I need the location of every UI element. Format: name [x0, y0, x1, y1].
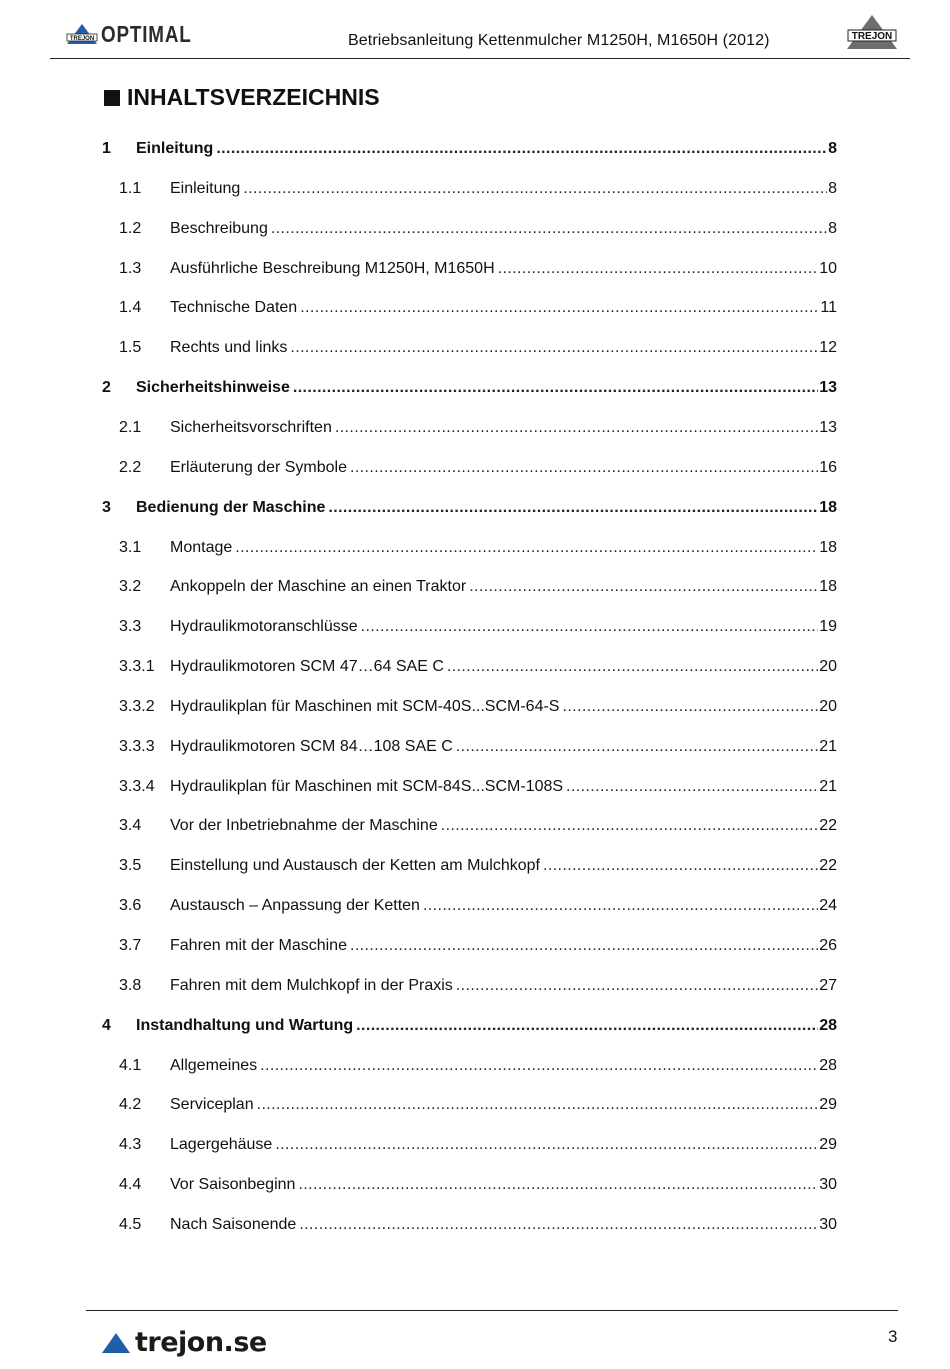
toc-entry[interactable] [0, 688, 950, 728]
toc-entry-number: 2.1 [119, 418, 142, 436]
toc-entry-number: 2 [102, 379, 111, 397]
dot-leader [423, 897, 818, 915]
toc-entry-line [170, 897, 837, 915]
toc-entry-page: 21 [819, 777, 837, 795]
toc-entry-page: 21 [819, 737, 837, 755]
toc-entry-line [170, 778, 837, 796]
toc-entry-page: 8 [828, 140, 837, 157]
toc-entry[interactable] [0, 250, 950, 290]
toc-entry-page: 22 [819, 857, 837, 875]
toc-entry-line [170, 618, 837, 636]
toc-entry-number: 4.2 [119, 1096, 142, 1114]
toc-entry-label: Montage [170, 538, 233, 556]
toc-entry-page: 19 [819, 618, 837, 636]
toc-entry-page: 18 [819, 578, 837, 596]
website-link[interactable]: trejon.se [135, 1327, 267, 1358]
toc-entry[interactable] [0, 648, 950, 688]
toc-entry-page: 16 [819, 458, 837, 476]
toc-entry-label: Bedienung der Maschine [136, 498, 326, 516]
dot-leader [335, 419, 818, 437]
toc-entry-line [170, 459, 837, 477]
toc-entry-page: 29 [819, 1096, 837, 1114]
toc-entry[interactable] [0, 1206, 950, 1246]
toc-entry-number: 3.3.2 [119, 697, 155, 715]
toc-entry-line [170, 299, 837, 317]
dot-leader [260, 1057, 818, 1075]
toc-entry-number: 3.1 [119, 538, 142, 556]
toc-entry[interactable] [0, 887, 950, 927]
toc-entry[interactable] [0, 130, 950, 170]
toc-entry-page: 13 [819, 379, 837, 397]
toc-entry[interactable] [0, 170, 950, 210]
dot-leader [350, 937, 818, 955]
toc-entry-number: 3.3.1 [119, 658, 155, 676]
toc-entry[interactable] [0, 847, 950, 887]
triangle-logo-icon [101, 1332, 131, 1354]
toc-entry-page: 20 [819, 658, 837, 676]
toc-entry[interactable] [0, 927, 950, 967]
toc-entry-line [136, 140, 837, 158]
dot-leader [257, 1096, 819, 1114]
toc-entry[interactable] [0, 409, 950, 449]
toc-entry[interactable] [0, 568, 950, 608]
toc-entry-label: Sicherheitsvorschriften [170, 418, 332, 436]
dot-leader [275, 1136, 818, 1154]
toc-entry-label: Allgemeines [170, 1056, 258, 1074]
toc-entry[interactable] [0, 1126, 950, 1166]
toc-entry-line [136, 379, 837, 397]
toc-entry-page: 24 [819, 897, 837, 915]
toc-entry-label: Nach Saisonende [170, 1215, 297, 1233]
toc-entry[interactable] [0, 608, 950, 648]
toc-entry-number: 3.6 [119, 897, 142, 915]
toc-entry-page: 20 [819, 697, 837, 715]
toc-entry[interactable] [0, 210, 950, 250]
toc-entry-line [170, 857, 837, 875]
dot-leader [235, 539, 818, 557]
toc-entry-number: 3.3.3 [119, 737, 155, 755]
dot-leader [562, 698, 818, 716]
optimal-wordmark: OPTIMAL [101, 20, 192, 47]
toc-entry-line [170, 578, 837, 596]
toc-entry-line [170, 220, 837, 238]
toc-entry-label: Hydraulikmotoren SCM 84…108 SAE C [170, 737, 453, 755]
toc-entry-number: 1.5 [119, 339, 142, 357]
toc-entry-line [170, 1216, 837, 1234]
toc-entry-line [170, 419, 837, 437]
toc-entry-number: 1 [102, 140, 111, 157]
toc-entry-number: 1.2 [119, 219, 142, 237]
dot-leader [300, 299, 819, 317]
toc-entry-label: Hydraulikmotoranschlüsse [170, 618, 358, 636]
toc-entry-page: 8 [828, 219, 837, 237]
toc-entry-number: 4.3 [119, 1136, 142, 1154]
dot-leader [498, 260, 819, 278]
toc-entry[interactable] [0, 1007, 950, 1047]
toc-entry-line [170, 698, 837, 716]
toc-entry[interactable] [0, 489, 950, 529]
toc-entry-number: 3.4 [119, 817, 142, 835]
toc-entry-number: 3.3 [119, 618, 142, 636]
toc-entry-number: 3.5 [119, 857, 142, 875]
toc-entry-line [136, 1017, 837, 1035]
toc-entry-line [170, 1096, 837, 1114]
toc-entry-number: 3.7 [119, 937, 142, 954]
toc-entry-label: Hydraulikplan für Maschinen mit SCM-84S...SCM-108S [170, 777, 564, 795]
toc-entry-label: Ankoppeln der Maschine an einen Traktor [170, 578, 467, 596]
toc-entry[interactable] [0, 1047, 950, 1087]
toc-entry-line [170, 977, 837, 995]
toc-entry-line [170, 817, 837, 835]
document-title: Betriebsanleitung Kettenmulcher M1250H, M1650H (2012) [348, 32, 770, 49]
dot-leader [290, 339, 818, 357]
toc-entry-line [136, 499, 837, 517]
page-header [0, 0, 950, 60]
toc-heading [104, 84, 380, 111]
toc-entry[interactable] [0, 529, 950, 569]
toc-entry-number: 3.8 [119, 976, 142, 994]
toc-entry-label: Serviceplan [170, 1096, 254, 1114]
trejon-logo-text: TREJON [851, 31, 893, 42]
toc-entry-label: Austausch – Anpassung der Ketten [170, 897, 420, 915]
dot-leader [328, 499, 818, 517]
toc-entry-number: 3.3.4 [119, 777, 155, 795]
dot-leader [456, 738, 818, 756]
square-bullet-icon [104, 90, 120, 106]
toc-entry-label: Hydraulikplan für Maschinen mit SCM-40S...SCM-64-S [170, 697, 560, 715]
toc-entry-label: Rechts und links [170, 339, 288, 357]
footer-brand [101, 1327, 267, 1358]
toc-entry-page: 13 [819, 418, 837, 436]
toc-entry[interactable] [0, 449, 950, 489]
toc-entry-line [170, 180, 837, 198]
toc-entry-number: 2.2 [119, 458, 142, 476]
toc-entry-page: 8 [828, 179, 837, 197]
toc-entry[interactable] [0, 1166, 950, 1206]
dot-leader [543, 857, 818, 875]
toc-entry-number: 4 [102, 1016, 111, 1034]
toc-entry[interactable] [0, 807, 950, 847]
dot-leader [271, 220, 827, 238]
dot-leader [447, 658, 818, 676]
dot-leader [456, 977, 818, 995]
toc-entry-label: Vor Saisonbeginn [170, 1176, 296, 1194]
toc-entry-label: Technische Daten [170, 299, 298, 317]
dot-leader [243, 180, 827, 198]
toc-entry-number: 3 [102, 498, 111, 516]
toc-entry[interactable] [0, 1086, 950, 1126]
header-divider [50, 58, 910, 59]
toc-entry[interactable] [0, 768, 950, 808]
toc-entry-line [170, 260, 837, 278]
toc-entry-line [170, 1136, 837, 1154]
dot-leader [441, 817, 818, 835]
toc-entry-label: Einleitung [170, 179, 241, 197]
toc-entry[interactable] [0, 967, 950, 1007]
toc-entry-number: 1.3 [119, 259, 142, 277]
dot-leader [299, 1216, 818, 1234]
toc-entry-line [170, 738, 837, 756]
toc-entry-number: 3.2 [119, 578, 142, 596]
toc-entry-page: 18 [819, 498, 837, 516]
toc-entry-page: 28 [819, 1056, 837, 1074]
toc-entry-label: Beschreibung [170, 219, 268, 237]
toc-entry-label: Erläuterung der Symbole [170, 458, 347, 476]
toc-entry-line [170, 539, 837, 557]
dot-leader [566, 778, 818, 796]
toc-entry-page: 10 [819, 259, 837, 277]
dot-leader [216, 140, 827, 158]
dot-leader [356, 1017, 818, 1035]
toc-entry-line [170, 1057, 837, 1075]
toc-entry-number: 4.4 [119, 1176, 142, 1194]
dot-leader [293, 379, 818, 397]
toc-entry-label: Fahren mit dem Mulchkopf in der Praxis [170, 976, 453, 994]
toc-entry[interactable] [0, 728, 950, 768]
toc-entry-line [170, 937, 837, 955]
toc-entry-page: 11 [820, 299, 837, 317]
toc-heading-text: INHALTSVERZEICHNIS [127, 84, 380, 110]
dot-leader [350, 459, 818, 477]
toc-entry-label: Einstellung und Austausch der Ketten am Mulchkopf [170, 857, 540, 875]
optimal-logo [66, 20, 212, 48]
trejon-logo [846, 14, 898, 50]
dot-leader [361, 618, 819, 636]
toc-entry-label: Fahren mit der Maschine [170, 937, 347, 954]
toc-entry-line [170, 339, 837, 357]
toc-entry-page: 27 [819, 976, 837, 994]
toc-entry-line [170, 658, 837, 676]
toc-entry-label: Lagergehäuse [170, 1136, 273, 1154]
toc-entry-page: 22 [819, 817, 837, 835]
toc-entry-number: 4.5 [119, 1215, 142, 1233]
footer-divider [86, 1310, 898, 1311]
toc-entry-label: Sicherheitshinweise [136, 379, 290, 397]
toc-entry-number: 1.1 [119, 179, 142, 197]
toc-entry-line [170, 1176, 837, 1194]
page-number: 3 [888, 1327, 898, 1346]
toc-entry-label: Einleitung [136, 140, 214, 157]
toc-entry-label: Ausführliche Beschreibung M1250H, M1650H [170, 259, 495, 277]
badge-text: TREJON [69, 36, 95, 42]
toc-entry-number: 1.4 [119, 299, 142, 317]
toc-entry-label: Instandhaltung und Wartung [136, 1016, 354, 1034]
toc-entry[interactable] [0, 329, 950, 369]
toc-entry[interactable] [0, 369, 950, 409]
toc-entry-page: 26 [819, 937, 837, 954]
toc-entry-page: 12 [819, 339, 837, 357]
toc-entry-page: 30 [819, 1176, 837, 1194]
toc-entry-page: 18 [819, 538, 837, 556]
dot-leader [469, 578, 818, 596]
toc-entry-label: Hydraulikmotoren SCM 47…64 SAE C [170, 658, 444, 676]
trejon-badge-logo [66, 23, 98, 45]
toc-entry-number: 4.1 [119, 1056, 142, 1074]
dot-leader [298, 1176, 818, 1194]
toc-entry-label: Vor der Inbetriebnahme der Maschine [170, 817, 438, 835]
toc-entry[interactable] [0, 289, 950, 329]
toc-entry-page: 28 [819, 1016, 837, 1034]
toc-entry-page: 29 [819, 1136, 837, 1154]
toc-entry-page: 30 [819, 1215, 837, 1233]
